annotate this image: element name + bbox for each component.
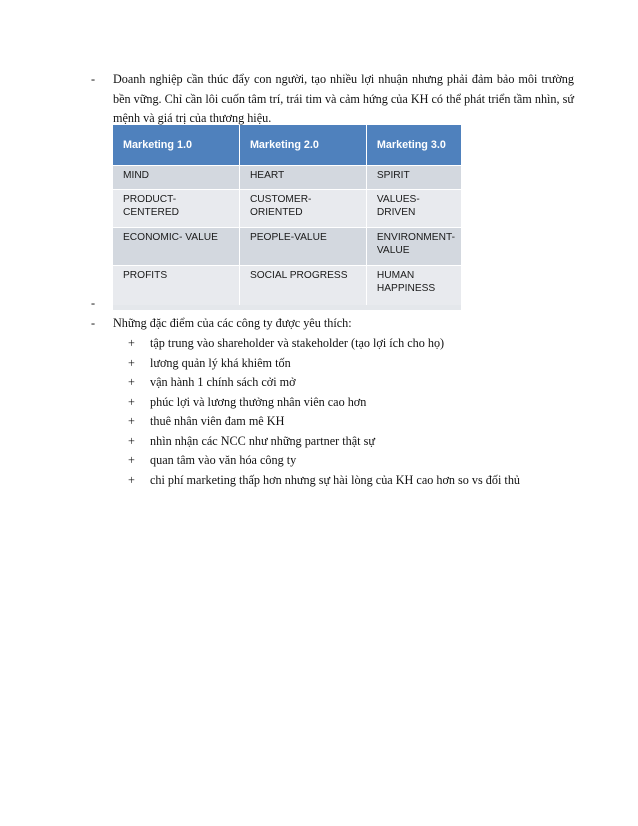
bullet-marker: - <box>91 316 96 330</box>
plus-marker: + <box>128 355 135 370</box>
table-cell: MIND <box>113 166 239 190</box>
marketing-comparison-table-image <box>113 125 461 310</box>
header-marketing-2: Marketing 2.0 <box>239 125 366 166</box>
table-row <box>113 266 461 306</box>
plus-marker: + <box>128 336 135 350</box>
table-cell: SPIRIT <box>366 166 461 190</box>
table-cell: HEART <box>239 166 366 190</box>
table-row <box>113 190 461 228</box>
table-cell: ENVIRONMENT- VALUE <box>366 228 461 266</box>
bullet-marker: - <box>91 296 96 310</box>
plus-marker: + <box>128 433 135 448</box>
plus-marker: + <box>128 472 135 487</box>
list-item-text: vận hành 1 chính sách cởi mở <box>150 375 296 389</box>
list-item-text: tập trung vào shareholder và stakeholder (tạo lợi ích cho họ) <box>150 336 445 350</box>
table-cell: PEOPLE-VALUE <box>239 228 366 266</box>
table-cell: PROFITS <box>113 266 239 306</box>
header-marketing-1: Marketing 1.0 <box>113 125 239 166</box>
table-row <box>113 166 461 190</box>
table-cell: PRODUCT- CENTERED <box>113 190 239 228</box>
list-item-text: quan tâm vào văn hóa công ty <box>150 453 297 467</box>
marketing-comparison-table <box>113 125 461 305</box>
table-cell: ECONOMIC- VALUE <box>113 228 239 266</box>
list-item-text: phúc lợi và lương thưởng nhân viên cao hơn <box>150 394 367 409</box>
table-header-row <box>113 125 461 166</box>
list-item-text: thuê nhân viên đam mê KH <box>150 414 285 428</box>
list-item-text: nhìn nhận các NCC như những partner thật sự <box>150 433 375 448</box>
plus-marker: + <box>128 375 135 389</box>
plus-marker: + <box>128 394 135 409</box>
list-item-text: lương quản lý khá khiêm tốn <box>150 355 291 370</box>
features-heading: Những đặc điểm của các công ty được yêu thích: <box>113 316 352 330</box>
plus-marker: + <box>128 414 135 428</box>
plus-marker: + <box>128 453 135 467</box>
table-cell: SOCIAL PROGRESS <box>239 266 366 306</box>
header-marketing-3: Marketing 3.0 <box>366 125 461 166</box>
intro-paragraph: Doanh nghiệp cần thúc đẩy con người, tạo nhiều lợi nhuận nhưng phải đảm bảo môi trường bền vững. Chỉ cần lôi cuốn tâm trí, trái tim và cảm hứng của KH có thể phát triển tầm nhìn, sứ mệnh và giá trị của thương hiệu. <box>113 72 574 125</box>
list-item-text: chi phí marketing thấp hơn nhưng sự hài lòng của KH cao hơn so vs đối thủ <box>150 472 521 487</box>
table-cell: CUSTOMER- ORIENTED <box>239 190 366 228</box>
table-cell: HUMAN HAPPINESS <box>366 266 461 306</box>
table-row <box>113 228 461 266</box>
bullet-marker: - <box>91 72 96 86</box>
table-cell: VALUES-DRIVEN <box>366 190 461 228</box>
